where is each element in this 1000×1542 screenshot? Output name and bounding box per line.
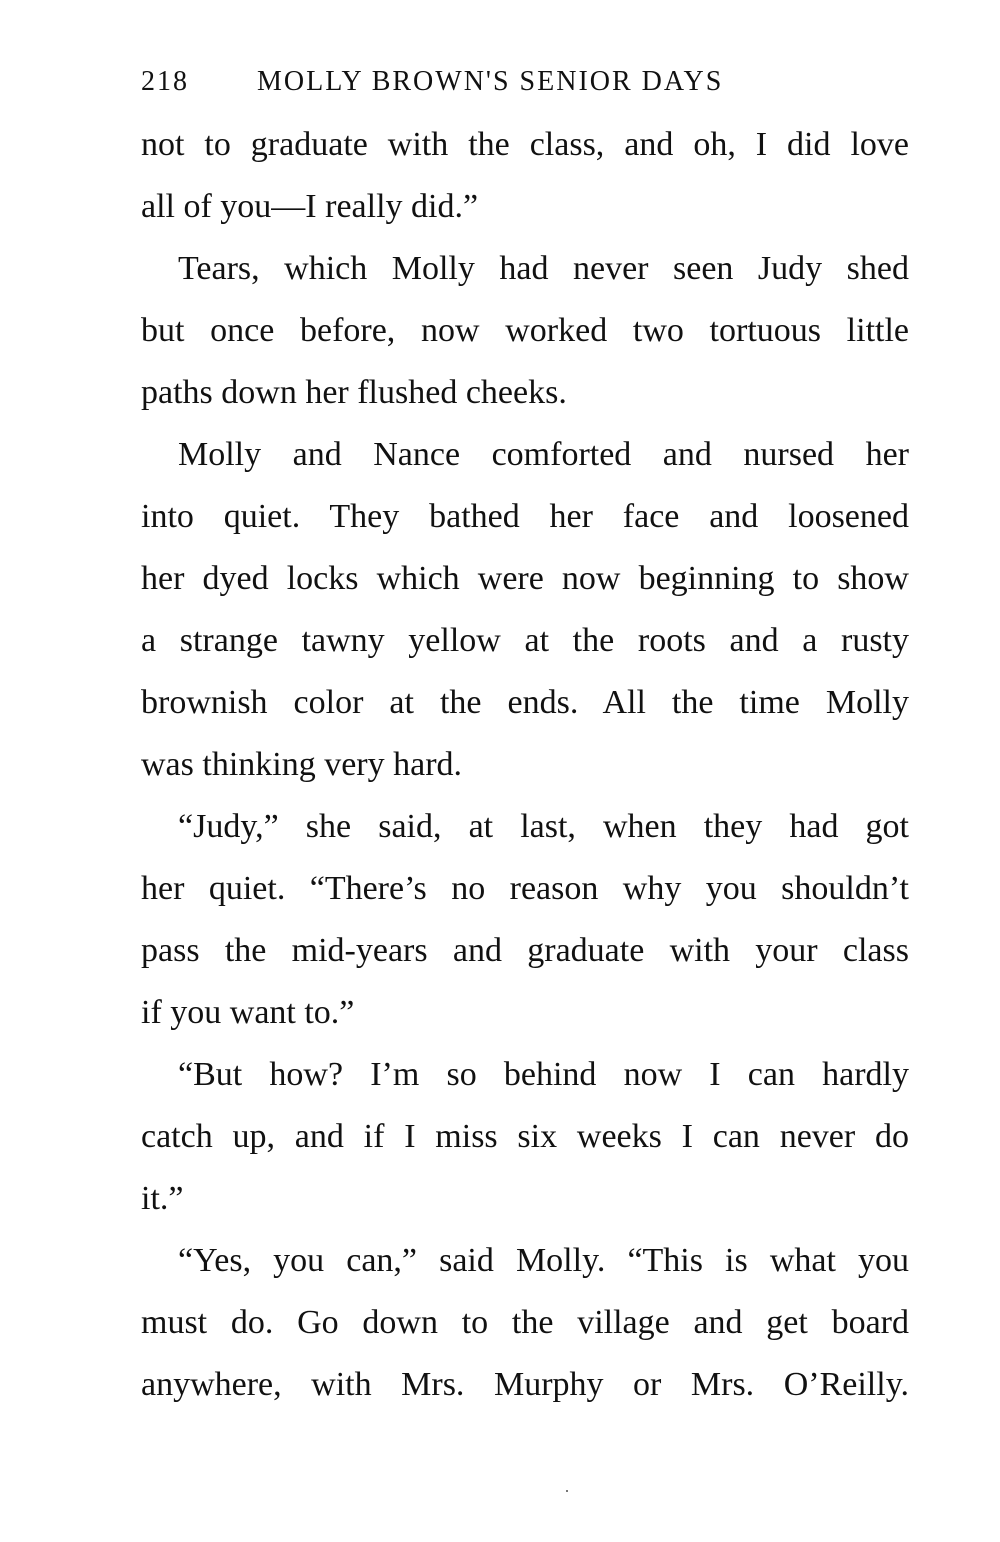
text-line: it.” [141,1180,184,1217]
text-line: brownish color at the ends. All the time Molly [141,684,909,721]
body-text [141,114,909,1416]
text-line: all of you—I really did.” [141,188,479,225]
running-head [141,62,801,102]
text-line: catch up, and if I miss six weeks I can never do [141,1118,909,1155]
text-line: anywhere, with Mrs. Murphy or Mrs. O’Reilly. [141,1366,909,1403]
text-line: “Judy,” she said, at last, when they had got [178,808,909,845]
text-line: but once before, now worked two tortuous little [141,312,909,349]
text-line: her dyed locks which were now beginning to show [141,560,909,597]
text-line: not to graduate with the class, and oh, I did love [141,126,909,163]
text-line: was thinking very hard. [141,746,463,783]
text-line: her quiet. “There’s no reason why you shouldn’t [141,870,909,907]
page-number: 218 [141,66,189,97]
text-line: must do. Go down to the village and get board [141,1304,909,1341]
text-line: pass the mid-years and graduate with your class [141,932,909,969]
text-line: if you want to.” [141,994,355,1031]
text-line: paths down her flushed cheeks. [141,374,567,411]
text-line: Molly and Nance comforted and nursed her [178,436,909,473]
text-line: Tears, which Molly had never seen Judy shed [178,250,909,287]
text-line: “Yes, you can,” said Molly. “This is what you [178,1242,909,1279]
print-speck [566,1490,568,1492]
text-line: into quiet. They bathed her face and loosened [141,498,909,535]
text-line: a strange tawny yellow at the roots and a rusty [141,622,909,659]
book-title: MOLLY BROWN'S SENIOR DAYS [257,66,724,97]
text-line: “But how? I’m so behind now I can hardly [178,1056,909,1093]
